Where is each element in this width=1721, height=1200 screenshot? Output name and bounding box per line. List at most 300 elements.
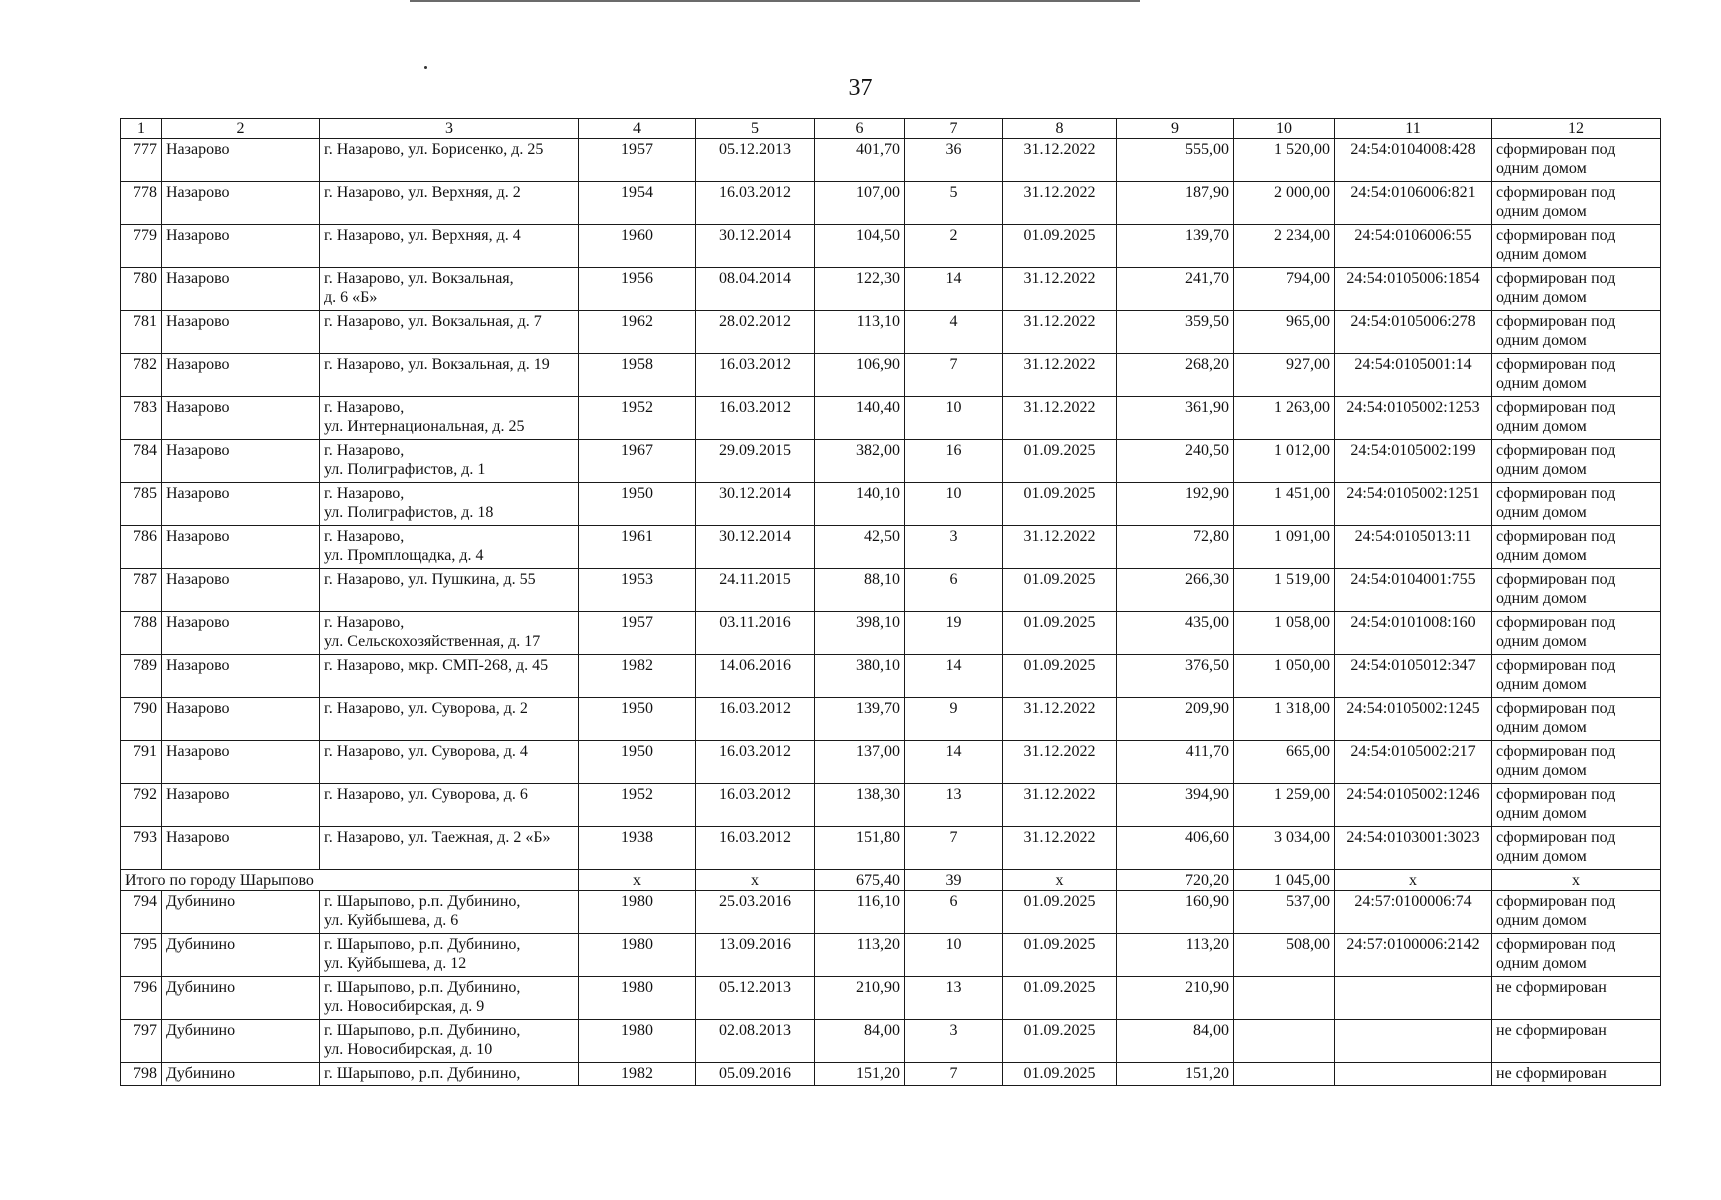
value-col10-cell: 1 259,00 xyxy=(1234,784,1335,827)
land-status-cell: сформирован под одним домом xyxy=(1492,440,1661,483)
year-built-cell: 1950 xyxy=(579,741,696,784)
residents-cell: 9 xyxy=(905,698,1003,741)
table-row xyxy=(121,397,1661,440)
land-status-cell: не сформирован xyxy=(1492,1020,1661,1063)
residents-cell: 7 xyxy=(905,1063,1003,1086)
locality-cell: Назарово xyxy=(162,311,320,354)
value-col10-cell: 2 234,00 xyxy=(1234,225,1335,268)
row-number-cell: 792 xyxy=(121,784,162,827)
locality-cell: Дубинино xyxy=(162,934,320,977)
table-row xyxy=(121,1063,1661,1086)
area-cell: 137,00 xyxy=(815,741,905,784)
area-cell: 140,10 xyxy=(815,483,905,526)
cadastral-number-cell: 24:54:0105006:1854 xyxy=(1335,268,1492,311)
area-cell: 84,00 xyxy=(815,1020,905,1063)
value-col10-cell: 1 519,00 xyxy=(1234,569,1335,612)
row-number-cell: 778 xyxy=(121,182,162,225)
residents-cell: 7 xyxy=(905,827,1003,870)
area-cell: 380,10 xyxy=(815,655,905,698)
land-status-cell: сформирован под одним домом xyxy=(1492,655,1661,698)
land-status-cell: сформирован под одним домом xyxy=(1492,397,1661,440)
date-cell: 16.03.2012 xyxy=(696,741,815,784)
date-cell: 30.12.2014 xyxy=(696,225,815,268)
table-row xyxy=(121,741,1661,784)
land-status-cell: сформирован под одним домом xyxy=(1492,354,1661,397)
value-col9-cell: 84,00 xyxy=(1117,1020,1234,1063)
address-cell: г. Назарово, ул. Промплощадка, д. 4 xyxy=(320,526,579,569)
table-row xyxy=(121,934,1661,977)
year-built-cell: 1980 xyxy=(579,1020,696,1063)
value-col10-cell: 3 034,00 xyxy=(1234,827,1335,870)
locality-cell: Назарово xyxy=(162,397,320,440)
area-cell: 106,90 xyxy=(815,354,905,397)
row-number-cell: 789 xyxy=(121,655,162,698)
address-cell: г. Назарово, ул. Вокзальная, д. 19 xyxy=(320,354,579,397)
area-cell: 140,40 xyxy=(815,397,905,440)
address-cell: г. Назарово, ул. Полиграфистов, д. 18 xyxy=(320,483,579,526)
table-row xyxy=(121,655,1661,698)
address-cell: г. Шарыпово, р.п. Дубинино, ул. Новосибирская, д. 10 xyxy=(320,1020,579,1063)
area-cell: 113,10 xyxy=(815,311,905,354)
table-body xyxy=(121,119,1661,1086)
area-cell: 104,50 xyxy=(815,225,905,268)
year-built-cell: 1967 xyxy=(579,440,696,483)
year-built-cell: 1950 xyxy=(579,698,696,741)
value-col9-cell: 268,20 xyxy=(1117,354,1234,397)
cadastral-number-cell: 24:54:0106006:821 xyxy=(1335,182,1492,225)
address-cell: г. Назарово, ул. Верхняя, д. 2 xyxy=(320,182,579,225)
land-status-cell: сформирован под одним домом xyxy=(1492,569,1661,612)
table-row xyxy=(121,612,1661,655)
row-number-cell: 788 xyxy=(121,612,162,655)
row-number-cell: 779 xyxy=(121,225,162,268)
year-built-cell: 1980 xyxy=(579,977,696,1020)
residents-cell: 19 xyxy=(905,612,1003,655)
locality-cell: Назарово xyxy=(162,569,320,612)
year-built-cell: 1954 xyxy=(579,182,696,225)
residents-cell: 36 xyxy=(905,139,1003,182)
deadline-cell: 31.12.2022 xyxy=(1003,741,1117,784)
row-number-cell: 786 xyxy=(121,526,162,569)
cadastral-number-cell: 24:54:0105002:1246 xyxy=(1335,784,1492,827)
address-cell: г. Назарово, ул. Верхняя, д. 4 xyxy=(320,225,579,268)
area-cell: 88,10 xyxy=(815,569,905,612)
cadastral-number-cell: 24:54:0105001:14 xyxy=(1335,354,1492,397)
row-number-cell: 797 xyxy=(121,1020,162,1063)
land-status-cell: сформирован под одним домом xyxy=(1492,182,1661,225)
deadline-cell: 01.09.2025 xyxy=(1003,569,1117,612)
value-col10-cell: 1 012,00 xyxy=(1234,440,1335,483)
table-row xyxy=(121,827,1661,870)
residents-cell: 14 xyxy=(905,268,1003,311)
locality-cell: Назарово xyxy=(162,827,320,870)
subtotal-col12: x xyxy=(1492,870,1661,891)
area-cell: 107,00 xyxy=(815,182,905,225)
table-row xyxy=(121,1020,1661,1063)
value-col10-cell: 1 263,00 xyxy=(1234,397,1335,440)
table-row xyxy=(121,569,1661,612)
cadastral-number-cell: 24:57:0100006:74 xyxy=(1335,891,1492,934)
table-row xyxy=(121,225,1661,268)
cadastral-number-cell xyxy=(1335,977,1492,1020)
column-number-header: 10 xyxy=(1234,119,1335,139)
value-col9-cell: 394,90 xyxy=(1117,784,1234,827)
land-status-cell: сформирован под одним домом xyxy=(1492,891,1661,934)
date-cell: 05.12.2013 xyxy=(696,139,815,182)
year-built-cell: 1938 xyxy=(579,827,696,870)
date-cell: 16.03.2012 xyxy=(696,827,815,870)
date-cell: 16.03.2012 xyxy=(696,182,815,225)
residents-cell: 16 xyxy=(905,440,1003,483)
value-col9-cell: 209,90 xyxy=(1117,698,1234,741)
cadastral-number-cell: 24:54:0104001:755 xyxy=(1335,569,1492,612)
subtotal-area: 675,40 xyxy=(815,870,905,891)
address-cell: г. Назарово, ул. Интернациональная, д. 25 xyxy=(320,397,579,440)
deadline-cell: 01.09.2025 xyxy=(1003,1020,1117,1063)
value-col10-cell: 794,00 xyxy=(1234,268,1335,311)
value-col10-cell: 965,00 xyxy=(1234,311,1335,354)
residents-cell: 4 xyxy=(905,311,1003,354)
value-col9-cell: 192,90 xyxy=(1117,483,1234,526)
residents-cell: 13 xyxy=(905,784,1003,827)
date-cell: 05.09.2016 xyxy=(696,1063,815,1086)
locality-cell: Дубинино xyxy=(162,891,320,934)
row-number-cell: 787 xyxy=(121,569,162,612)
year-built-cell: 1952 xyxy=(579,397,696,440)
cadastral-number-cell: 24:54:0105002:217 xyxy=(1335,741,1492,784)
subtotal-col5: x xyxy=(696,870,815,891)
value-col10-cell: 927,00 xyxy=(1234,354,1335,397)
land-status-cell: сформирован под одним домом xyxy=(1492,139,1661,182)
locality-cell: Назарово xyxy=(162,354,320,397)
year-built-cell: 1962 xyxy=(579,311,696,354)
locality-cell: Дубинино xyxy=(162,1020,320,1063)
deadline-cell: 31.12.2022 xyxy=(1003,526,1117,569)
area-cell: 122,30 xyxy=(815,268,905,311)
value-col10-cell xyxy=(1234,1063,1335,1086)
value-col9-cell: 139,70 xyxy=(1117,225,1234,268)
deadline-cell: 31.12.2022 xyxy=(1003,397,1117,440)
address-cell: г. Шарыпово, р.п. Дубинино, ул. Новосибирская, д. 9 xyxy=(320,977,579,1020)
date-cell: 29.09.2015 xyxy=(696,440,815,483)
row-number-cell: 791 xyxy=(121,741,162,784)
cadastral-number-cell: 24:54:0101008:160 xyxy=(1335,612,1492,655)
value-col10-cell: 665,00 xyxy=(1234,741,1335,784)
land-status-cell: сформирован под одним домом xyxy=(1492,741,1661,784)
address-cell: г. Назарово, ул. Вокзальная, д. 6 «Б» xyxy=(320,268,579,311)
cadastral-number-cell: 24:54:0105002:199 xyxy=(1335,440,1492,483)
date-cell: 30.12.2014 xyxy=(696,483,815,526)
row-number-cell: 794 xyxy=(121,891,162,934)
address-cell: г. Шарыпово, р.п. Дубинино, ул. Куйбышева, д. 6 xyxy=(320,891,579,934)
value-col9-cell: 187,90 xyxy=(1117,182,1234,225)
locality-cell: Назарово xyxy=(162,698,320,741)
land-status-cell: сформирован под одним домом xyxy=(1492,784,1661,827)
year-built-cell: 1957 xyxy=(579,612,696,655)
residents-cell: 6 xyxy=(905,569,1003,612)
residents-cell: 13 xyxy=(905,977,1003,1020)
value-col9-cell: 72,80 xyxy=(1117,526,1234,569)
table-row xyxy=(121,139,1661,182)
year-built-cell: 1961 xyxy=(579,526,696,569)
locality-cell: Назарово xyxy=(162,483,320,526)
date-cell: 30.12.2014 xyxy=(696,526,815,569)
residents-cell: 14 xyxy=(905,655,1003,698)
value-col9-cell: 406,60 xyxy=(1117,827,1234,870)
address-cell: г. Назарово, ул. Борисенко, д. 25 xyxy=(320,139,579,182)
column-number-header: 8 xyxy=(1003,119,1117,139)
subtotal-col4: x xyxy=(579,870,696,891)
deadline-cell: 01.09.2025 xyxy=(1003,483,1117,526)
value-col9-cell: 359,50 xyxy=(1117,311,1234,354)
value-col10-cell: 508,00 xyxy=(1234,934,1335,977)
scan-edge-line xyxy=(410,0,1140,2)
year-built-cell: 1956 xyxy=(579,268,696,311)
column-number-header: 6 xyxy=(815,119,905,139)
date-cell: 08.04.2014 xyxy=(696,268,815,311)
land-status-cell: сформирован под одним домом xyxy=(1492,311,1661,354)
deadline-cell: 31.12.2022 xyxy=(1003,268,1117,311)
row-number-cell: 793 xyxy=(121,827,162,870)
row-number-cell: 795 xyxy=(121,934,162,977)
table-row xyxy=(121,268,1661,311)
land-status-cell: сформирован под одним домом xyxy=(1492,483,1661,526)
scan-speck xyxy=(424,66,427,69)
land-status-cell: сформирован под одним домом xyxy=(1492,268,1661,311)
value-col10-cell: 537,00 xyxy=(1234,891,1335,934)
table-row xyxy=(121,182,1661,225)
locality-cell: Назарово xyxy=(162,655,320,698)
deadline-cell: 01.09.2025 xyxy=(1003,655,1117,698)
subtotal-row xyxy=(121,870,1661,891)
row-number-cell: 783 xyxy=(121,397,162,440)
value-col9-cell: 361,90 xyxy=(1117,397,1234,440)
area-cell: 151,20 xyxy=(815,1063,905,1086)
date-cell: 16.03.2012 xyxy=(696,784,815,827)
deadline-cell: 01.09.2025 xyxy=(1003,977,1117,1020)
value-col10-cell: 1 451,00 xyxy=(1234,483,1335,526)
area-cell: 382,00 xyxy=(815,440,905,483)
year-built-cell: 1980 xyxy=(579,934,696,977)
residents-cell: 6 xyxy=(905,891,1003,934)
date-cell: 16.03.2012 xyxy=(696,397,815,440)
value-col10-cell: 1 318,00 xyxy=(1234,698,1335,741)
deadline-cell: 31.12.2022 xyxy=(1003,182,1117,225)
value-col10-cell: 1 520,00 xyxy=(1234,139,1335,182)
value-col9-cell: 160,90 xyxy=(1117,891,1234,934)
date-cell: 28.02.2012 xyxy=(696,311,815,354)
area-cell: 398,10 xyxy=(815,612,905,655)
land-status-cell: не сформирован xyxy=(1492,1063,1661,1086)
value-col10-cell: 2 000,00 xyxy=(1234,182,1335,225)
value-col9-cell: 113,20 xyxy=(1117,934,1234,977)
year-built-cell: 1958 xyxy=(579,354,696,397)
cadastral-number-cell: 24:54:0105002:1245 xyxy=(1335,698,1492,741)
deadline-cell: 31.12.2022 xyxy=(1003,827,1117,870)
row-number-cell: 781 xyxy=(121,311,162,354)
row-number-cell: 782 xyxy=(121,354,162,397)
residents-cell: 3 xyxy=(905,1020,1003,1063)
area-cell: 401,70 xyxy=(815,139,905,182)
cadastral-number-cell: 24:54:0105002:1251 xyxy=(1335,483,1492,526)
area-cell: 139,70 xyxy=(815,698,905,741)
table-row xyxy=(121,977,1661,1020)
table-row xyxy=(121,698,1661,741)
cadastral-number-cell xyxy=(1335,1020,1492,1063)
residents-cell: 7 xyxy=(905,354,1003,397)
deadline-cell: 01.09.2025 xyxy=(1003,225,1117,268)
value-col9-cell: 210,90 xyxy=(1117,977,1234,1020)
date-cell: 25.03.2016 xyxy=(696,891,815,934)
address-cell: г. Назарово, ул. Таежная, д. 2 «Б» xyxy=(320,827,579,870)
row-number-cell: 777 xyxy=(121,139,162,182)
deadline-cell: 31.12.2022 xyxy=(1003,698,1117,741)
land-status-cell: сформирован под одним домом xyxy=(1492,698,1661,741)
subtotal-col9: 720,20 xyxy=(1117,870,1234,891)
value-col9-cell: 435,00 xyxy=(1117,612,1234,655)
deadline-cell: 31.12.2022 xyxy=(1003,311,1117,354)
table-row xyxy=(121,526,1661,569)
land-status-cell: сформирован под одним домом xyxy=(1492,225,1661,268)
cadastral-number-cell: 24:57:0100006:2142 xyxy=(1335,934,1492,977)
cadastral-number-cell: 24:54:0104008:428 xyxy=(1335,139,1492,182)
column-number-header: 9 xyxy=(1117,119,1234,139)
value-col9-cell: 266,30 xyxy=(1117,569,1234,612)
subtotal-label: Итого по городу Шарыпово xyxy=(121,870,579,891)
land-status-cell: сформирован под одним домом xyxy=(1492,934,1661,977)
row-number-cell: 798 xyxy=(121,1063,162,1086)
locality-cell: Назарово xyxy=(162,225,320,268)
subtotal-residents: 39 xyxy=(905,870,1003,891)
residents-cell: 5 xyxy=(905,182,1003,225)
deadline-cell: 01.09.2025 xyxy=(1003,891,1117,934)
value-col10-cell xyxy=(1234,977,1335,1020)
land-status-cell: не сформирован xyxy=(1492,977,1661,1020)
land-status-cell: сформирован под одним домом xyxy=(1492,827,1661,870)
area-cell: 151,80 xyxy=(815,827,905,870)
land-status-cell: сформирован под одним домом xyxy=(1492,526,1661,569)
date-cell: 05.12.2013 xyxy=(696,977,815,1020)
cadastral-number-cell: 24:54:0106006:55 xyxy=(1335,225,1492,268)
subtotal-col10: 1 045,00 xyxy=(1234,870,1335,891)
locality-cell: Назарово xyxy=(162,182,320,225)
deadline-cell: 01.09.2025 xyxy=(1003,1063,1117,1086)
page-number: 37 xyxy=(848,75,873,101)
table-row xyxy=(121,440,1661,483)
value-col10-cell xyxy=(1234,1020,1335,1063)
column-number-header: 4 xyxy=(579,119,696,139)
column-number-row xyxy=(121,119,1661,139)
residents-cell: 10 xyxy=(905,934,1003,977)
value-col10-cell: 1 050,00 xyxy=(1234,655,1335,698)
column-number-header: 5 xyxy=(696,119,815,139)
row-number-cell: 796 xyxy=(121,977,162,1020)
value-col9-cell: 376,50 xyxy=(1117,655,1234,698)
date-cell: 24.11.2015 xyxy=(696,569,815,612)
locality-cell: Назарово xyxy=(162,526,320,569)
value-col9-cell: 151,20 xyxy=(1117,1063,1234,1086)
date-cell: 14.06.2016 xyxy=(696,655,815,698)
column-number-header: 3 xyxy=(320,119,579,139)
value-col9-cell: 411,70 xyxy=(1117,741,1234,784)
date-cell: 13.09.2016 xyxy=(696,934,815,977)
deadline-cell: 01.09.2025 xyxy=(1003,440,1117,483)
cadastral-number-cell: 24:54:0105013:11 xyxy=(1335,526,1492,569)
area-cell: 116,10 xyxy=(815,891,905,934)
date-cell: 02.08.2013 xyxy=(696,1020,815,1063)
cadastral-number-cell: 24:54:0105012:347 xyxy=(1335,655,1492,698)
area-cell: 113,20 xyxy=(815,934,905,977)
cadastral-number-cell: 24:54:0105006:278 xyxy=(1335,311,1492,354)
column-number-header: 11 xyxy=(1335,119,1492,139)
residents-cell: 10 xyxy=(905,397,1003,440)
locality-cell: Назарово xyxy=(162,268,320,311)
locality-cell: Назарово xyxy=(162,741,320,784)
table-row xyxy=(121,483,1661,526)
residents-cell: 14 xyxy=(905,741,1003,784)
address-cell: г. Назарово, ул. Вокзальная, д. 7 xyxy=(320,311,579,354)
locality-cell: Назарово xyxy=(162,139,320,182)
date-cell: 03.11.2016 xyxy=(696,612,815,655)
row-number-cell: 785 xyxy=(121,483,162,526)
date-cell: 16.03.2012 xyxy=(696,354,815,397)
locality-cell: Назарово xyxy=(162,440,320,483)
year-built-cell: 1953 xyxy=(579,569,696,612)
year-built-cell: 1982 xyxy=(579,655,696,698)
table-row xyxy=(121,354,1661,397)
locality-cell: Назарово xyxy=(162,612,320,655)
column-number-header: 2 xyxy=(162,119,320,139)
value-col10-cell: 1 091,00 xyxy=(1234,526,1335,569)
row-number-cell: 780 xyxy=(121,268,162,311)
area-cell: 138,30 xyxy=(815,784,905,827)
year-built-cell: 1980 xyxy=(579,891,696,934)
address-cell: г. Назарово, ул. Пушкина, д. 55 xyxy=(320,569,579,612)
year-built-cell: 1982 xyxy=(579,1063,696,1086)
locality-cell: Дубинино xyxy=(162,977,320,1020)
address-cell: г. Назарово, ул. Сельскохозяйственная, д. 17 xyxy=(320,612,579,655)
date-cell: 16.03.2012 xyxy=(696,698,815,741)
value-col9-cell: 241,70 xyxy=(1117,268,1234,311)
subtotal-col8: x xyxy=(1003,870,1117,891)
row-number-cell: 784 xyxy=(121,440,162,483)
land-status-cell: сформирован под одним домом xyxy=(1492,612,1661,655)
column-number-header: 1 xyxy=(121,119,162,139)
year-built-cell: 1957 xyxy=(579,139,696,182)
deadline-cell: 31.12.2022 xyxy=(1003,784,1117,827)
address-cell: г. Назарово, ул. Полиграфистов, д. 1 xyxy=(320,440,579,483)
area-cell: 42,50 xyxy=(815,526,905,569)
residents-cell: 3 xyxy=(905,526,1003,569)
address-cell: г. Назарово, ул. Суворова, д. 2 xyxy=(320,698,579,741)
table-row xyxy=(121,891,1661,934)
deadline-cell: 01.09.2025 xyxy=(1003,612,1117,655)
residents-cell: 2 xyxy=(905,225,1003,268)
row-number-cell: 790 xyxy=(121,698,162,741)
table-row xyxy=(121,784,1661,827)
housing-register-table xyxy=(120,118,1661,1086)
deadline-cell: 31.12.2022 xyxy=(1003,139,1117,182)
year-built-cell: 1960 xyxy=(579,225,696,268)
year-built-cell: 1952 xyxy=(579,784,696,827)
address-cell: г. Назарово, мкр. СМП-268, д. 45 xyxy=(320,655,579,698)
deadline-cell: 01.09.2025 xyxy=(1003,934,1117,977)
address-cell: г. Назарово, ул. Суворова, д. 4 xyxy=(320,741,579,784)
locality-cell: Дубинино xyxy=(162,1063,320,1086)
subtotal-col11: x xyxy=(1335,870,1492,891)
address-cell: г. Назарово, ул. Суворова, д. 6 xyxy=(320,784,579,827)
address-cell: г. Шарыпово, р.п. Дубинино, xyxy=(320,1063,579,1086)
